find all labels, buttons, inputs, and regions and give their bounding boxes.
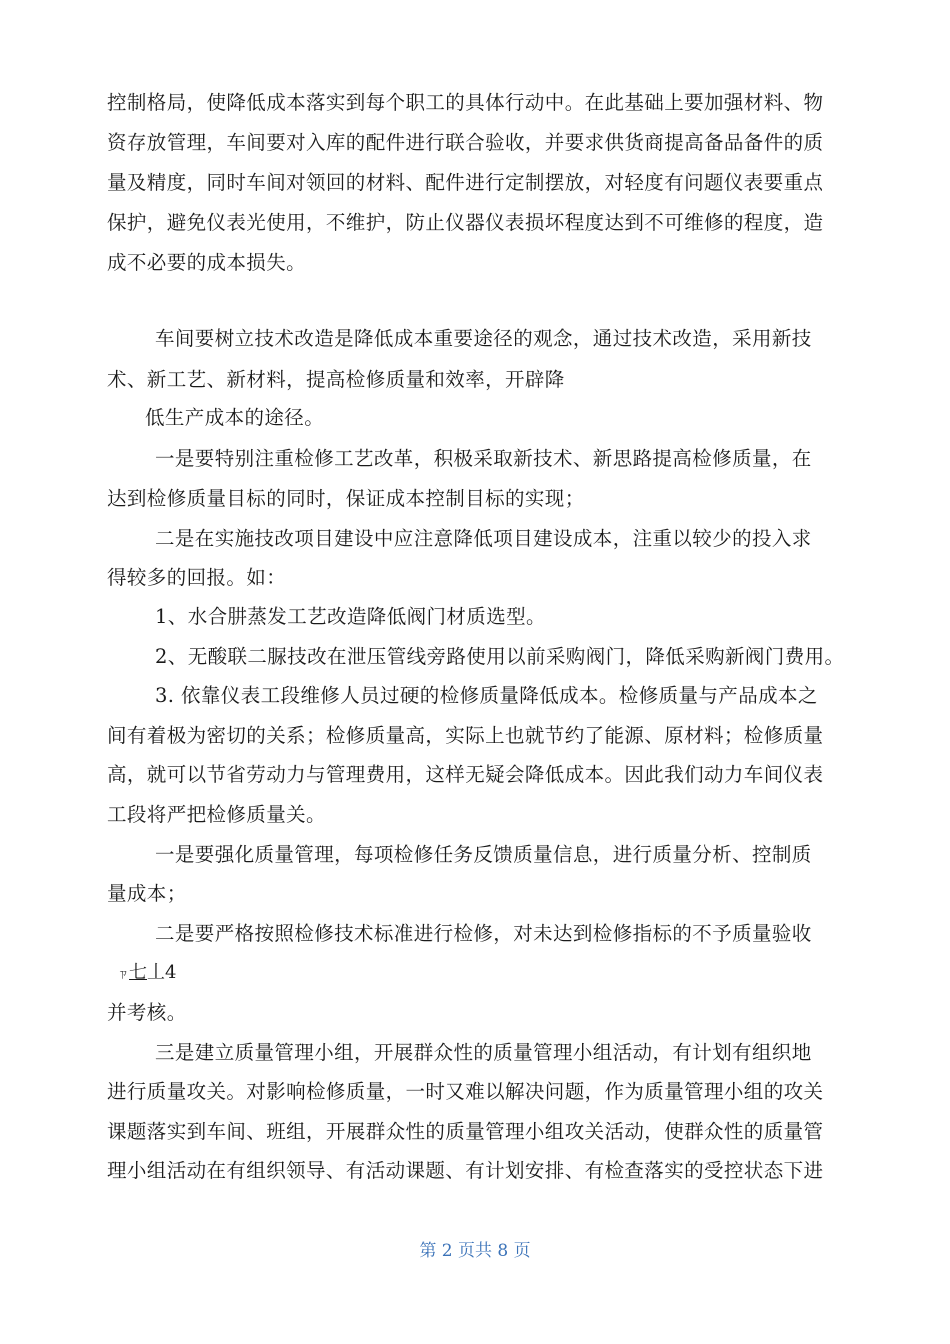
text-line: 成不必要的成本损失。 (107, 251, 307, 274)
text-line: 资存放管理，车间要对入库的配件进行联合验收，并要求供货商提高备品备件的质 (107, 131, 824, 154)
text-line: 1、水合肼蒸发工艺改造降低阀门材质选型。 (155, 605, 546, 628)
text-line: 车间要树立技术改造是降低成本重要途径的观念，通过技术改造，采用新技 (155, 327, 812, 350)
stray-mark-prefix: ㄗ (117, 967, 130, 981)
text-line: 高，就可以节省劳动力与管理费用，这样无疑会降低成本。因此我们动力车间仪表 (107, 763, 824, 786)
text-line: 并考核。 (107, 1001, 187, 1024)
text-line: 量及精度，同时车间对领回的材料、配件进行定制摆放，对轻度有问题仪表要重点 (107, 171, 824, 194)
text-line: 进行质量攻关。对影响检修质量，一时又难以解决问题，作为质量管理小组的攻关 (107, 1080, 824, 1103)
text-line: 低生产成本的途径。 (145, 406, 325, 429)
text-line: 达到检修质量目标的同时，保证成本控制目标的实现； (107, 487, 585, 510)
stray-mark-suffix: 丄4 (147, 962, 177, 983)
text-line: 量成本； (107, 882, 187, 905)
text-line: 理小组活动在有组织领导、有活动课题、有计划安排、有检查落实的受控状态下进 (107, 1159, 824, 1182)
stray-mark (117, 962, 176, 985)
text-line: 三是建立质量管理小组，开展群众性的质量管理小组活动，有计划有组织地 (155, 1041, 812, 1064)
text-line: 3. 依靠仪表工段维修人员过硬的检修质量降低成本。检修质量与产品成本之 (155, 684, 818, 707)
page-footer: 第 2 页共 8 页 (419, 1241, 531, 1261)
text-line: 保护，避免仪表光使用，不维护，防止仪器仪表损坏程度达到不可维修的程度，造 (107, 211, 824, 234)
text-line: 课题落实到车间、班组，开展群众性的质量管理小组攻关活动，使群众性的质量管 (107, 1120, 824, 1143)
text-line: 2、无酸联二脲技改在泄压管线旁路使用以前采购阀门，降低采购新阀门费用。 (155, 645, 845, 668)
text-line: 一是要特别注重检修工艺改革，积极采取新技术、新思路提高检修质量，在 (155, 447, 812, 470)
text-line: 二是要严格按照检修技术标准进行检修，对未达到检修指标的不予质量验收 (155, 922, 812, 945)
text-line: 控制格局，使降低成本落实到每个职工的具体行动中。在此基础上要加强材料、物 (107, 91, 824, 114)
text-line: 术、新工艺、新材料，提高检修质量和效率，开辟降 (107, 368, 565, 391)
text-line: 工段将严把检修质量关。 (107, 803, 326, 826)
text-line: 得较多的回报。如： (107, 566, 287, 589)
text-line: 间有着极为密切的关系；检修质量高，实际上也就节约了能源、原材料；检修质量 (107, 724, 824, 747)
text-line: 二是在实施技改项目建设中应注意降低项目建设成本，注重以较少的投入求 (155, 527, 812, 550)
text-line: 一是要强化质量管理，每项检修任务反馈质量信息，进行质量分析、控制质 (155, 843, 812, 866)
stray-mark-main: 七 (129, 962, 148, 983)
